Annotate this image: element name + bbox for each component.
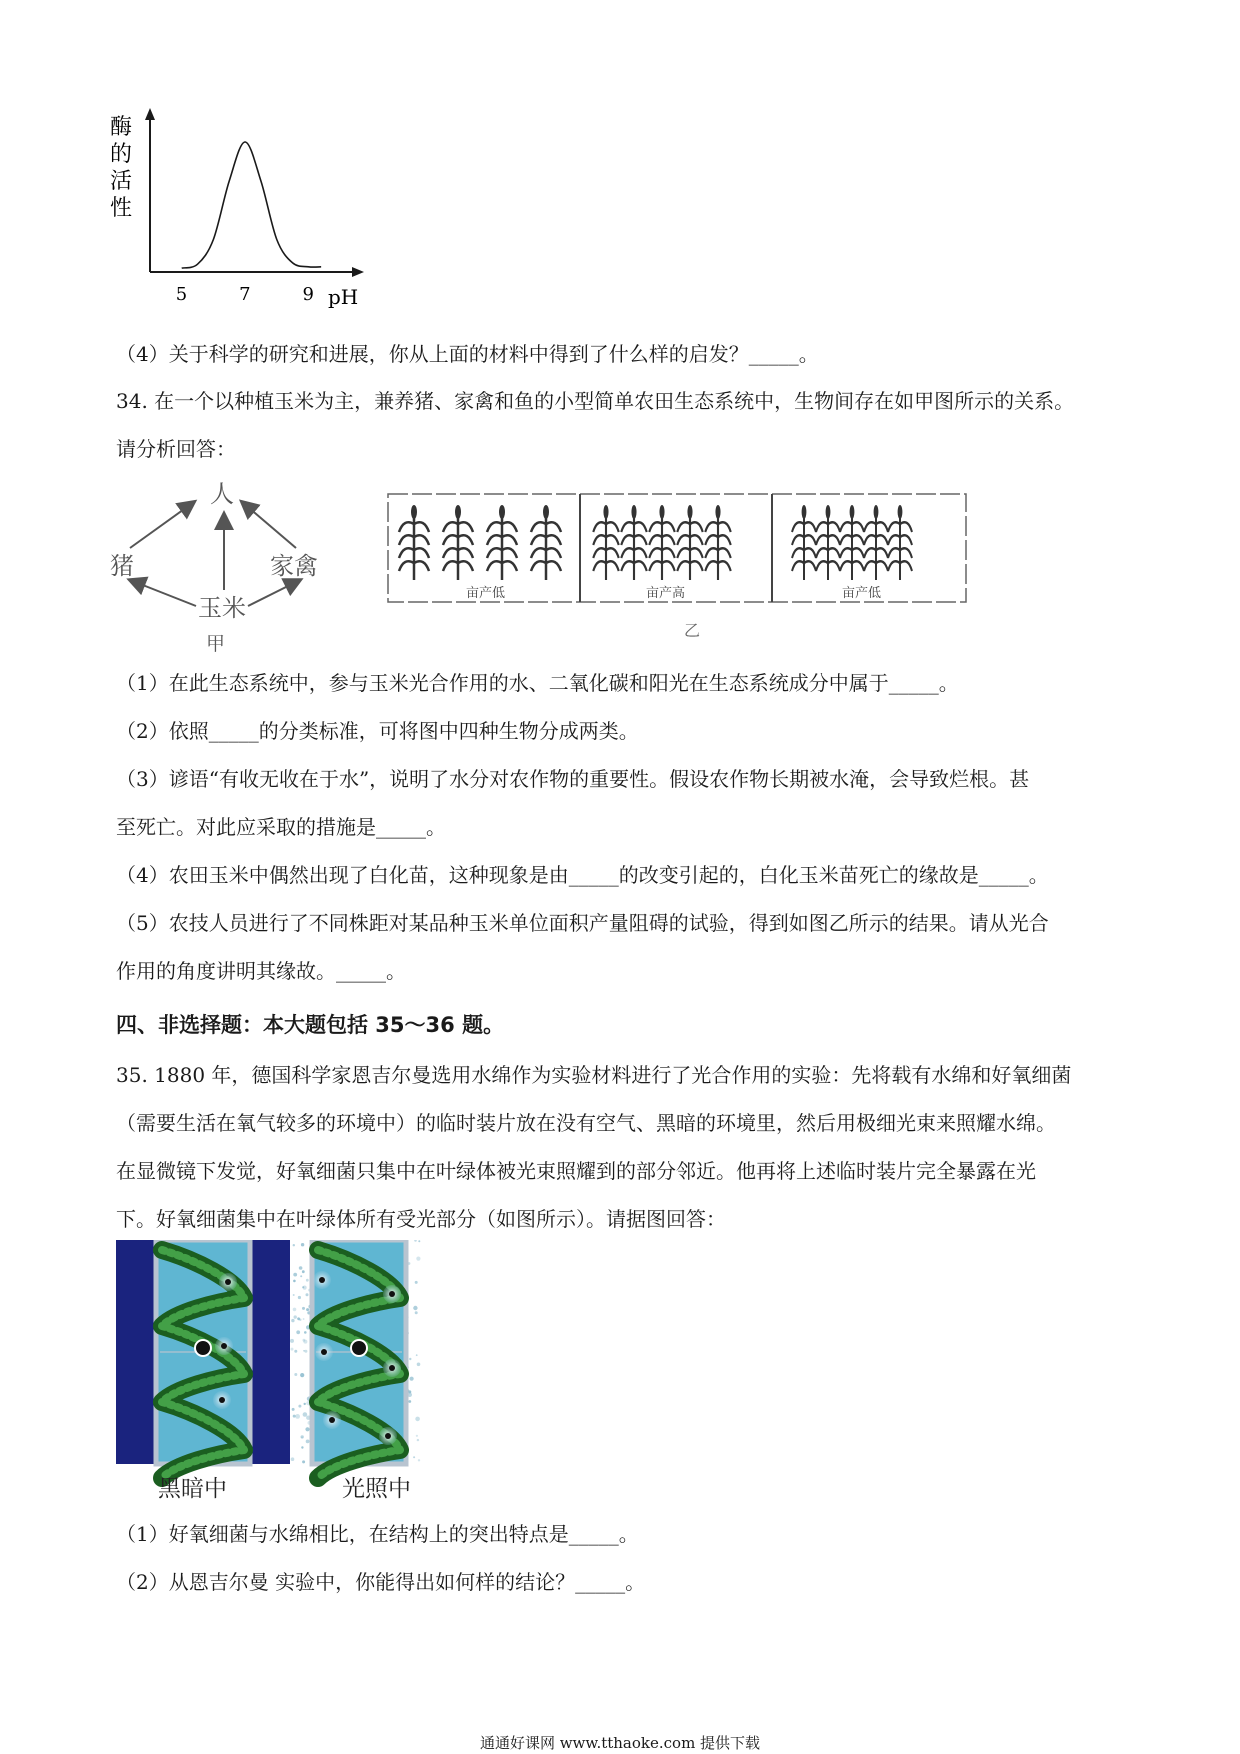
label-light: 光照中 xyxy=(342,1476,411,1502)
corn-plant-icon xyxy=(487,505,517,580)
q34-part5-line2: 作用的角度讲明其缘故。_____。 xyxy=(116,959,406,983)
q35-stem xyxy=(116,1051,1136,1243)
y-axis-label-char: 的 xyxy=(110,142,133,167)
node-pig: 猪 xyxy=(110,552,134,580)
spirogyra-cell-dark xyxy=(156,1240,250,1478)
y-axis-label-char: 性 xyxy=(110,196,133,221)
node-corn: 玉米 xyxy=(198,594,246,622)
y-axis-label xyxy=(110,115,132,221)
panel-label-3: 亩产低 xyxy=(842,586,882,601)
q35-questions xyxy=(116,1510,1136,1606)
node-human: 人 xyxy=(210,480,234,508)
panel-label-1: 亩产低 xyxy=(466,586,506,601)
footer: 通通好课网 www.tthaoke.com 提供下载 xyxy=(479,1734,761,1752)
corn-plant-icon xyxy=(677,505,703,580)
corn-plant-icon xyxy=(399,505,429,580)
x-tick-label: 9 xyxy=(302,284,314,305)
q34-stem-line2: 请分析回答： xyxy=(116,437,236,461)
corn-plant-icon xyxy=(649,505,675,580)
panel-label-2: 亩产高 xyxy=(646,586,686,601)
q34-part3-line1: （3）谚语“有收无收在于水”，说明了水分对农作物的重要性。假设农作物长期被水淹，会导致烂根。甚 xyxy=(116,767,1030,791)
corn-plant-icon xyxy=(792,505,816,580)
q35-part2: （2）从恩吉尔曼 实验中，你能得出如何样的结论？_____。 xyxy=(116,1570,646,1594)
x-tick-label: 7 xyxy=(239,284,251,305)
q34-part5-line1: （5）农技人员进行了不同株距对某品种玉米单位面积产量阻碍的试验，得到如图乙所示的结果。请从光合 xyxy=(116,911,1049,935)
diagram-jia-caption: 甲 xyxy=(206,633,226,655)
q34-part1: （1）在此生态系统中，参与玉米光合作用的水、二氧化碳和阳光在生态系统成分中属于_____。 xyxy=(116,671,959,695)
x-tick-label: 5 xyxy=(175,284,188,305)
corn-plant-icon xyxy=(621,505,647,580)
y-axis-label-char: 酶 xyxy=(110,115,133,140)
q33-part4-text: （4）关于科学的研究和进展，你从上面的材料中得到了什么样的启发？_____。 xyxy=(116,342,819,366)
q34-stem-line1: 34. 在一个以种植玉米为主，兼养猪、家禽和鱼的小型简单农田生态系统中，生物间存在如甲图所示的关系。 xyxy=(116,389,1075,413)
q34-part2: （2）依照_____的分类标准，可将图中四种生物分成两类。 xyxy=(116,719,639,743)
q35-stem-line3: 在显微镜下发觉，好氧细菌只集中在叶绿体被光束照耀到的部分邻近。他再将上述临时装片完全暴露在光 xyxy=(116,1159,1036,1183)
q34-questions xyxy=(116,659,1136,995)
y-axis-label-char: 活 xyxy=(110,169,133,194)
node-poultry: 家禽 xyxy=(270,552,318,580)
q35-stem-line4: 下。好氧细菌集中在叶绿体所有受光部分（如图所示）。请据图回答： xyxy=(116,1207,726,1231)
x-axis-arrow xyxy=(352,267,364,277)
x-axis-label: pH xyxy=(328,285,359,308)
spirogyra-cell-light xyxy=(312,1240,406,1478)
arrow-corn-to-pig xyxy=(130,580,196,606)
q34-part4: （4）农田玉米中偶然出现了白化苗，这种现象是由_____的改变引起的，白化玉米苗死亡的缘故是_____。 xyxy=(116,863,1049,887)
corn-plant-icon xyxy=(864,505,888,580)
corn-plant-icon xyxy=(443,505,473,580)
q35-stem-line2: （需要生活在氧气较多的环境中）的临时装片放在没有空气、黑暗的环境里，然后用极细光束来照耀水绵。 xyxy=(116,1111,1056,1135)
q35-stem-line1: 35. 1880 年，德国科学家恩吉尔曼选用水绵作为实验材料进行了光合作用的实验：先将载有水绵和好氧细菌 xyxy=(116,1063,1072,1087)
corn-plant-icon xyxy=(593,505,619,580)
q33-part4 xyxy=(116,330,1136,378)
label-dark: 黑暗中 xyxy=(158,1476,227,1502)
arrow-pig-to-human xyxy=(130,502,194,548)
y-axis-arrow xyxy=(145,108,155,120)
corn-plant-icon xyxy=(816,505,840,580)
corn-plant-icon xyxy=(705,505,731,580)
corn-plant-icon xyxy=(531,505,561,580)
corn-plant-icon xyxy=(888,505,912,580)
spirogyra-figure xyxy=(116,1240,466,1502)
enzyme-activity-chart xyxy=(110,108,390,308)
diagram-yi xyxy=(384,488,974,648)
arrow-poultry-to-human xyxy=(242,502,296,548)
q34-part3-line2: 至死亡。对此应采取的措施是_____。 xyxy=(116,815,446,839)
section-heading: 四、非选择题：本大题包括 35～36 题。 xyxy=(116,1013,505,1037)
arrow-corn-to-poultry xyxy=(248,580,300,606)
q35-part1: （1）好氧细菌与水绵相比，在结构上的突出特点是_____。 xyxy=(116,1522,639,1546)
corn-plant-icon xyxy=(840,505,864,580)
diagram-yi-caption: 乙 xyxy=(684,621,701,640)
diagram-jia xyxy=(110,478,340,658)
activity-curve xyxy=(182,142,321,268)
q34-stem xyxy=(116,377,1136,473)
